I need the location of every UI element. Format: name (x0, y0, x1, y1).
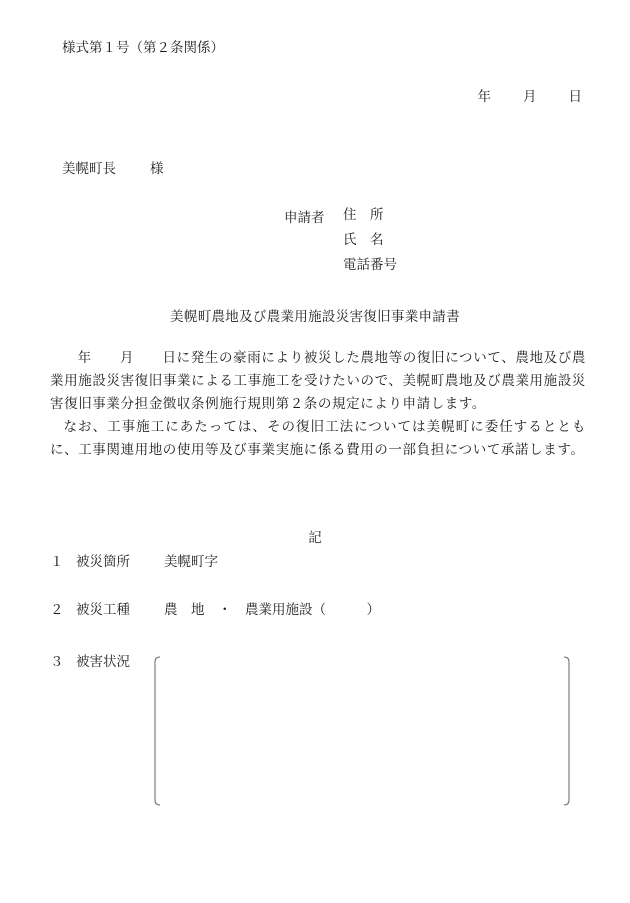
phone-field-label: 電話番号 (343, 257, 397, 273)
ki-heading: 記 (308, 530, 322, 546)
item-label: 被災工種 (76, 602, 130, 618)
item-number: ３ (50, 654, 64, 670)
item-label: 被害状況 (76, 654, 130, 670)
body-text (50, 347, 586, 462)
item-number: ２ (50, 602, 64, 618)
item-value: 美幌町字 (164, 554, 218, 570)
right-bracket (564, 657, 569, 805)
body-paragraph-1: 年 月 日に発生の豪雨により被災した農地等の復旧について、農地及び農業用施設災害復旧事業による工事施工を受けたいので、美幌町農地及び農業用施設災害復旧事業分担金徴収条例施行規則第２条の規定により申請します。 (50, 350, 586, 412)
addressee-name: 美幌町長 (62, 161, 116, 177)
item-number: １ (50, 554, 64, 570)
damage-status-bracket-box (154, 656, 570, 806)
date-line (478, 85, 583, 105)
date-month: 月 (523, 89, 537, 105)
addressee (62, 157, 164, 177)
applicant-fields (343, 206, 397, 281)
document-title: 美幌町農地及び農業用施設災害復旧事業申請書 (170, 309, 460, 325)
date-year: 年 (477, 89, 491, 105)
bracket-lines (154, 656, 570, 806)
item-damage-location (50, 550, 218, 570)
item-label: 被災箇所 (76, 554, 130, 570)
item-value: 農 地 ・ 農業用施設（ ） (164, 602, 380, 618)
addressee-honorific: 様 (150, 161, 164, 177)
left-bracket (155, 657, 160, 805)
form-number: 様式第１号（第２条関係） (62, 40, 224, 56)
name-field-label: 氏 名 (343, 232, 384, 248)
date-day: 日 (568, 89, 582, 105)
applicant-label: 申請者 (284, 210, 325, 226)
item-damage-status (50, 650, 164, 670)
address-field-label: 住 所 (343, 207, 384, 223)
body-paragraph-2: なお、工事施工にあたっては、その復旧工法については美幌町に委任するとともに、工事関連用地の使用等及び事業実施に係る費用の一部負担について承諾します。 (50, 419, 586, 458)
item-damage-type (50, 598, 380, 618)
